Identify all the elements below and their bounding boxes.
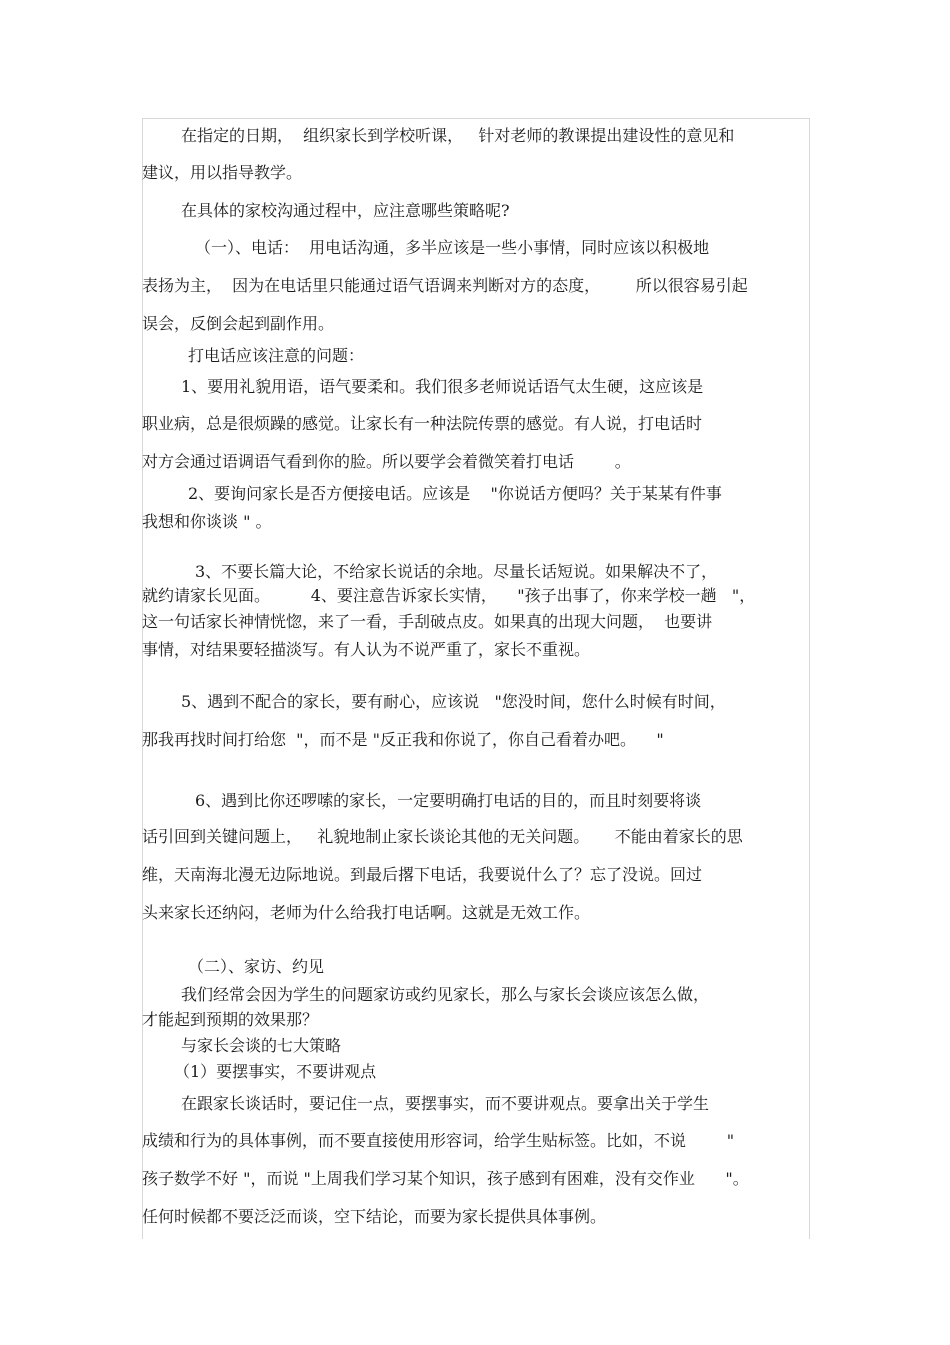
text-line: 那我再找时间打给您 "，而不是 "反正我和你说了，你自己看着办吧。 " <box>142 730 664 749</box>
text-line: 在指定的日期， 组织家长到学校听课， 针对老师的教课提出建设性的意见和 <box>181 126 735 145</box>
text-line: 打电话应该注意的问题： <box>188 346 365 365</box>
text-line: 我想和你谈谈 " 。 <box>142 512 272 531</box>
text-line: 才能起到预期的效果那？ <box>142 1010 319 1029</box>
text-line: 对方会通过语调语气看到你的脸。所以要学会着微笑着打电话 。 <box>142 452 631 471</box>
text-line: 误会，反倒会起到副作用。 <box>142 314 335 333</box>
text-line: 就约请家长见面。 4、要注意告诉家长实情， "孩子出事了，你来学校一趟 "， <box>142 586 756 605</box>
text-line: （一）、电话： 用电话沟通，多半应该是一些小事情，同时应该以积极地 <box>195 238 710 257</box>
text-line: 6、遇到比你还啰嗦的家长，一定要明确打电话的目的，而且时刻要将谈 <box>195 791 702 810</box>
text-line: 表扬为主， 因为在电话里只能通过语气语调来判断对方的态度， 所以很容易引起 <box>142 276 748 295</box>
text-line: 维，天南海北漫无边际地说。到最后撂下电话，我要说什么了？忘了没说。回过 <box>142 865 703 884</box>
text-line: 2、要询问家长是否方便接电话。应该是 "你说话方便吗？关于某某有件事 <box>188 484 722 503</box>
text-line: 话引回到关键问题上， 礼貌地制止家长谈论其他的无关问题。 不能由着家长的思 <box>142 827 743 846</box>
text-line: 孩子数学不好 "，而说 "上周我们学习某个知识，孩子感到有困难，没有交作业 "。 <box>142 1169 749 1188</box>
text-line: （二）、家访、约见 <box>188 957 325 976</box>
text-line: 建议，用以指导教学。 <box>142 163 303 182</box>
text-line: 与家长会谈的七大策略 <box>181 1036 342 1055</box>
text-line: 职业病，总是很烦躁的感觉。让家长有一种法院传票的感觉。有人说，打电话时 <box>142 414 703 433</box>
text-line: 事情，对结果要轻描淡写。有人认为不说严重了，家长不重视。 <box>142 640 591 659</box>
text-line: 任何时候都不要泛泛而谈，空下结论，而要为家长提供具体事例。 <box>142 1207 607 1226</box>
text-line: 我们经常会因为学生的问题家访或约见家长，那么与家长会谈应该怎么做， <box>181 985 710 1004</box>
text-line: 3、不要长篇大论，不给家长说话的余地。尽量长话短说。如果解决不了， <box>195 562 718 581</box>
text-line: 在跟家长谈话时，要记住一点，要摆事实，而不要讲观点。要拿出关于学生 <box>181 1094 710 1113</box>
text-line: （1）要摆事实，不要讲观点 <box>174 1062 377 1081</box>
text-line: 5、遇到不配合的家长，要有耐心，应该说 "您没时间，您什么时候有时间， <box>181 692 726 711</box>
text-line: 这一句话家长神情恍惚，来了一看，手刮破点皮。如果真的出现大问题， 也要讲 <box>142 612 713 631</box>
text-line: 成绩和行为的具体事例，而不要直接使用形容词，给学生贴标签。比如，不说 " <box>142 1131 735 1150</box>
text-line: 1、要用礼貌用语，语气要柔和。我们很多老师说话语气太生硬，这应该是 <box>181 377 704 396</box>
text-line: 在具体的家校沟通过程中，应注意哪些策略呢? <box>181 201 510 220</box>
text-line: 头来家长还纳闷，老师为什么给我打电话啊。这就是无效工作。 <box>142 903 591 922</box>
